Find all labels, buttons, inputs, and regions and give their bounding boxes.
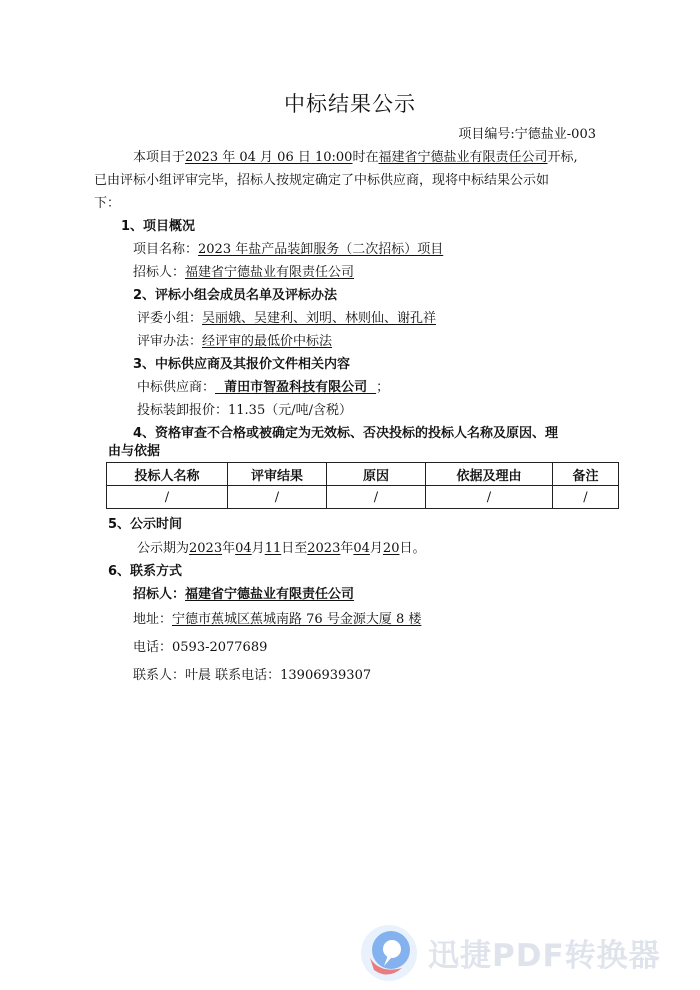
- project-name-value: 2023 年盐产品装卸服务（二次招标）项目: [198, 242, 444, 257]
- intro-line-3: 下：: [94, 196, 121, 211]
- committee-label: 评委小组：: [137, 311, 203, 326]
- end-month: 04: [353, 541, 370, 556]
- section-4-heading-cont: 由与依据: [108, 444, 161, 459]
- contact-tenderer-value: 福建省宁德盐业有限责任公司: [185, 587, 355, 602]
- phone: 电话：0593-2077689: [133, 640, 268, 655]
- table-header: 原因: [327, 463, 426, 486]
- publicity-period: [137, 538, 425, 560]
- table-cell: /: [426, 486, 553, 509]
- period-text: 年: [222, 541, 236, 556]
- opening-venue: 福建省宁德盐业有限责任公司: [378, 150, 548, 165]
- intro-line-2: 已由评标小组评审完毕，招标人按规定确定了中标供应商，现将中标结果公示如: [94, 173, 550, 188]
- table-header-row: [107, 463, 619, 486]
- section-3-heading: 3、中标供应商及其报价文件相关内容: [133, 357, 351, 372]
- supplier-label: 中标供应商：: [137, 380, 216, 395]
- table-cell: /: [228, 486, 327, 509]
- section-4-heading: 4、资格审查不合格或被确定为无效标、否决投标的投标人名称及原因、理: [133, 426, 559, 441]
- supplier-end: ；: [376, 380, 390, 395]
- table-cell: /: [327, 486, 426, 509]
- table-header: 评审结果: [228, 463, 327, 486]
- start-month: 04: [235, 541, 252, 556]
- intro-text: 开标,: [547, 150, 578, 165]
- method-row: [137, 331, 332, 353]
- watermark-text: 迅捷PDF转换器: [428, 938, 661, 974]
- page-title: 中标结果公示: [284, 92, 416, 116]
- tenderer-label: 招标人：: [133, 265, 186, 280]
- period-text: 月: [251, 541, 265, 556]
- start-day: 11: [264, 541, 282, 556]
- table-header: 依据及理由: [426, 463, 553, 486]
- section-1-heading: 1、项目概况: [121, 219, 196, 234]
- period-text: 日。: [399, 541, 426, 556]
- contact-person: 联系人：叶晨 联系电话：13906939307: [133, 668, 372, 683]
- supplier-value: 莆田市智盈科技有限公司: [215, 380, 377, 395]
- intro-text: 本项目于: [133, 150, 186, 165]
- intro-line-1: [133, 147, 578, 169]
- period-text: 年: [340, 541, 354, 556]
- committee-members: 吴丽娥、吴建利、刘明、林则仙、谢孔祥: [202, 311, 437, 326]
- address-row: [133, 609, 421, 631]
- start-year: 2023: [189, 541, 223, 556]
- tenderer-value: 福建省宁德盐业有限责任公司: [185, 265, 355, 280]
- supplier-row: [137, 377, 389, 399]
- end-year: 2023: [307, 541, 341, 556]
- period-text: 日至: [281, 541, 308, 556]
- address-value: 宁德市蕉城区蕉城南路 76 号金源大厦 8 楼: [172, 612, 422, 627]
- project-name-row: [133, 239, 443, 261]
- bid-price: 投标装卸报价：11.35（元/吨/含税）: [137, 403, 352, 418]
- table-header: 投标人名称: [107, 463, 228, 486]
- contact-tenderer-row: [133, 584, 354, 606]
- project-name-label: 项目名称：: [133, 242, 199, 257]
- contact-tenderer-label: 招标人：: [133, 587, 186, 602]
- table-cell: /: [107, 486, 228, 509]
- committee-row: [137, 308, 436, 330]
- table-header: 备注: [553, 463, 619, 486]
- table-row: [107, 486, 619, 509]
- method-label: 评审办法：: [137, 334, 203, 349]
- table-cell: /: [553, 486, 619, 509]
- section-2-heading: 2、评标小组会成员名单及评标办法: [133, 288, 338, 303]
- pdf-converter-logo-icon: [358, 922, 420, 984]
- section-6-heading: 6、联系方式: [108, 564, 183, 579]
- disqualified-bidders-table: [106, 462, 619, 509]
- tenderer-row: [133, 262, 354, 284]
- intro-text: 时在: [352, 150, 379, 165]
- method-value: 经评审的最低价中标法: [202, 334, 333, 349]
- project-number: 项目编号:宁德盐业-003: [458, 127, 596, 142]
- opening-datetime: 2023 年 04 月 06 日 10:00: [185, 150, 353, 165]
- period-text: 月: [369, 541, 383, 556]
- end-day: 20: [382, 541, 400, 556]
- period-text: 公示期为: [137, 541, 190, 556]
- section-5-heading: 5、公示时间: [108, 517, 183, 532]
- address-label: 地址：: [133, 612, 173, 627]
